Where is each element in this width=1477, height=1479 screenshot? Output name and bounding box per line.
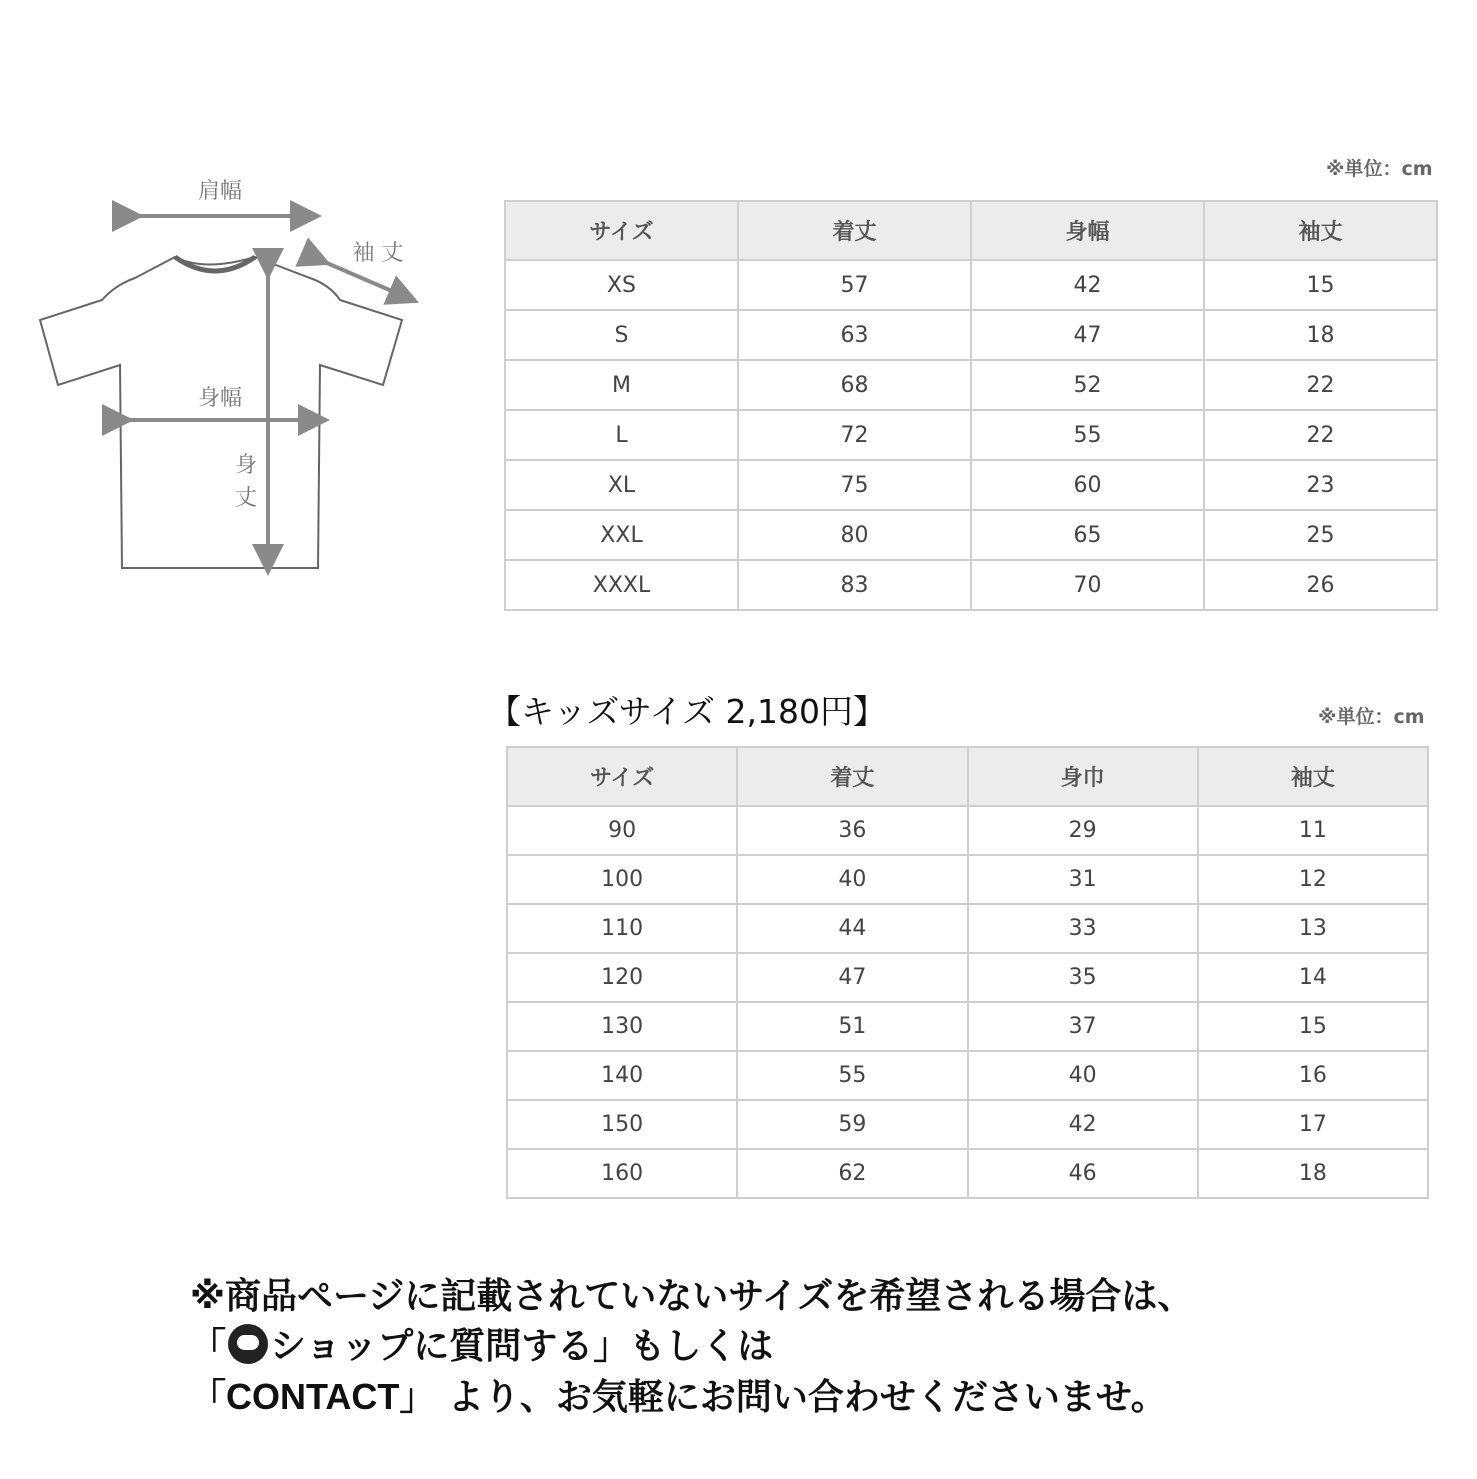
table-cell: XXL <box>505 510 738 560</box>
table-cell: 26 <box>1204 560 1437 610</box>
table-cell: 51 <box>737 1002 967 1051</box>
table-cell: 11 <box>1198 806 1428 855</box>
note-line-2-rest: 」もしくは <box>593 1326 774 1367</box>
table-cell: 100 <box>507 855 737 904</box>
header-cell: 袖丈 <box>1204 201 1437 260</box>
table-row <box>507 1149 1428 1198</box>
tshirt-outline-icon <box>20 160 440 590</box>
table-cell: 18 <box>1198 1149 1428 1198</box>
table-cell: 160 <box>507 1149 737 1198</box>
table-cell: 42 <box>971 260 1204 310</box>
table-row <box>505 310 1437 360</box>
table-cell: XS <box>505 260 738 310</box>
table-cell: 35 <box>968 953 1198 1002</box>
length-label-2: 丈 <box>234 486 258 511</box>
table-cell: 72 <box>738 410 971 460</box>
table-header-row <box>507 747 1428 806</box>
table-cell: 47 <box>971 310 1204 360</box>
table-cell: 15 <box>1204 260 1437 310</box>
table-cell: M <box>505 360 738 410</box>
table-cell: 63 <box>738 310 971 360</box>
header-cell: サイズ <box>505 201 738 260</box>
table-cell: 22 <box>1204 410 1437 460</box>
table-cell: 65 <box>971 510 1204 560</box>
table-cell: 120 <box>507 953 737 1002</box>
contact-note <box>190 1272 1193 1423</box>
kids-unit-note: ※単位：cm <box>1318 706 1425 728</box>
header-cell: 着丈 <box>738 201 971 260</box>
table-cell: 55 <box>971 410 1204 460</box>
header-cell: 身巾 <box>968 747 1198 806</box>
table-cell: 46 <box>968 1149 1198 1198</box>
table-cell: 12 <box>1198 855 1428 904</box>
table-cell: 40 <box>737 855 967 904</box>
header-cell: サイズ <box>507 747 737 806</box>
table-cell: 14 <box>1198 953 1428 1002</box>
table-cell: 70 <box>971 560 1204 610</box>
header-cell: 身幅 <box>971 201 1204 260</box>
note-bracket-open: 「 <box>190 1326 227 1367</box>
table-cell: XXXL <box>505 560 738 610</box>
table-cell: 16 <box>1198 1051 1428 1100</box>
note-line-3 <box>190 1372 1193 1423</box>
table-header-row <box>505 201 1437 260</box>
table-row <box>507 1100 1428 1149</box>
table-cell: 40 <box>968 1051 1198 1100</box>
table-cell: 80 <box>738 510 971 560</box>
table-row <box>505 460 1437 510</box>
table-cell: 55 <box>737 1051 967 1100</box>
table-cell: 83 <box>738 560 971 610</box>
length-label-1: 身 <box>234 453 258 478</box>
table-cell: 62 <box>737 1149 967 1198</box>
header-cell: 袖丈 <box>1198 747 1428 806</box>
ask-shop-link[interactable]: ショップに質問する <box>270 1326 594 1367</box>
table-cell: 15 <box>1198 1002 1428 1051</box>
table-cell: 18 <box>1204 310 1437 360</box>
table-cell: 52 <box>971 360 1204 410</box>
chest-label: 身幅 <box>197 386 243 411</box>
adult-unit-note: ※単位：cm <box>1326 158 1433 180</box>
table-row <box>507 904 1428 953</box>
table-cell: L <box>505 410 738 460</box>
note-bracket-open-2: 「 <box>190 1377 227 1418</box>
table-cell: 47 <box>737 953 967 1002</box>
adult-size-table <box>504 200 1438 611</box>
table-cell: 25 <box>1204 510 1437 560</box>
table-cell: 75 <box>738 460 971 510</box>
table-cell: 57 <box>738 260 971 310</box>
table-row <box>507 953 1428 1002</box>
kids-section-title: 【キッズサイズ 2,180円】 <box>488 692 887 731</box>
chat-bubble-icon <box>228 1324 268 1364</box>
table-cell: 44 <box>737 904 967 953</box>
table-cell: 33 <box>968 904 1198 953</box>
table-cell: 22 <box>1204 360 1437 410</box>
table-cell: XL <box>505 460 738 510</box>
table-row <box>505 510 1437 560</box>
table-row <box>507 855 1428 904</box>
tshirt-size-diagram <box>20 160 440 590</box>
table-cell: 60 <box>971 460 1204 510</box>
note-line-1: ※商品ページに記載されていないサイズを希望される場合は、 <box>190 1276 1194 1317</box>
table-cell: 59 <box>737 1100 967 1149</box>
table-cell: 17 <box>1198 1100 1428 1149</box>
table-cell: 68 <box>738 360 971 410</box>
contact-link[interactable]: CONTACT <box>226 1376 400 1417</box>
table-row <box>507 1002 1428 1051</box>
table-row <box>505 410 1437 460</box>
table-cell: 31 <box>968 855 1198 904</box>
table-cell: 140 <box>507 1051 737 1100</box>
table-cell: 13 <box>1198 904 1428 953</box>
header-cell: 着丈 <box>737 747 967 806</box>
table-cell: 42 <box>968 1100 1198 1149</box>
shoulder-label: 肩幅 <box>197 179 243 204</box>
sleeve-label: 袖 丈 <box>352 241 404 266</box>
table-cell: 29 <box>968 806 1198 855</box>
table-cell: 130 <box>507 1002 737 1051</box>
note-line-2 <box>190 1322 1193 1372</box>
note-line-3-rest: 」 より、お気軽にお問い合わせくださいませ。 <box>399 1377 1167 1418</box>
table-cell: 36 <box>737 806 967 855</box>
table-row <box>505 260 1437 310</box>
table-cell: 150 <box>507 1100 737 1149</box>
table-row <box>505 560 1437 610</box>
table-row <box>507 1051 1428 1100</box>
table-row <box>505 360 1437 410</box>
table-cell: 90 <box>507 806 737 855</box>
table-cell: 37 <box>968 1002 1198 1051</box>
table-row <box>507 806 1428 855</box>
table-cell: 23 <box>1204 460 1437 510</box>
table-cell: 110 <box>507 904 737 953</box>
kids-size-table <box>506 746 1429 1199</box>
table-cell: S <box>505 310 738 360</box>
